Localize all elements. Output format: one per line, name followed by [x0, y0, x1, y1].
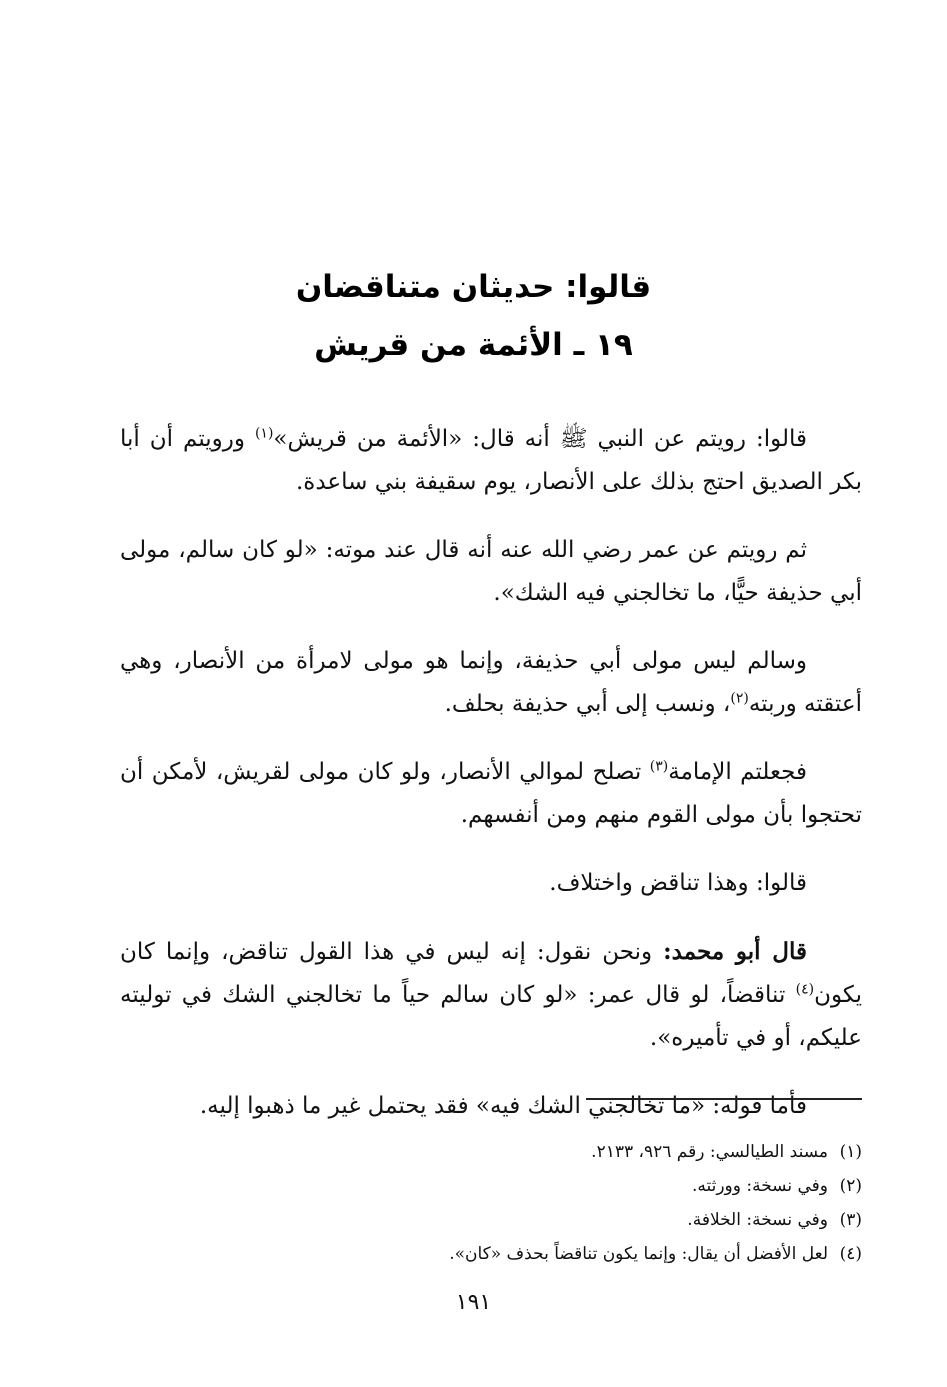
- footnote-1: [120, 1135, 862, 1169]
- footnote-text: وفي نسخة: وورثته.: [691, 1176, 828, 1196]
- footnote-ref-2: (٢): [730, 690, 749, 707]
- footnote-ref-4: (٤): [795, 981, 815, 998]
- footnote-text: لعل الأفضل أن يقال: وإنما يكون تناقضاً بحذف «كان».: [449, 1244, 828, 1264]
- footnote-ref-1: (١): [254, 425, 274, 442]
- footnote-ref-3: (٣): [649, 758, 669, 775]
- paragraph-1-part-b: ورويتم أن أبا بكر الصديق احتج بذلك على الأنصار، يوم سقيفة بني ساعدة.: [120, 426, 862, 495]
- paragraph-3-part-a: وسالم ليس مولى أبي حذيفة، وإنما هو مولى لامرأة من الأنصار، وهي أعتقته وربته: [120, 648, 862, 717]
- paragraph-2: ثم رويتم عن عمر رضي الله عنه أنه قال عند موته: «لو كان سالم، مولى أبي حذيفة حيًّا، ما تخالجني فيه الشك».: [120, 537, 862, 606]
- footnote-divider: [586, 1098, 862, 1100]
- paragraph-4-part-b: تصلح لموالي الأنصار، ولو كان مولى لقريش، لأمكن أن تحتجوا بأن مولى القوم منهم ومن أنفسهم.: [120, 759, 862, 828]
- footnote-4: [120, 1237, 862, 1271]
- section-title: ١٩ ـ الأئمة من قريش: [314, 327, 633, 363]
- chapter-title: قالوا: حديثان متناقضان: [295, 269, 652, 305]
- footnote-2: [120, 1169, 862, 1203]
- footnotes: [120, 1135, 862, 1271]
- footnote-text: وفي نسخة: الخلافة.: [687, 1210, 828, 1230]
- paragraph-4: [120, 751, 862, 837]
- body-text: [120, 418, 862, 1153]
- speaker-lead: قال أبو محمد:: [663, 938, 807, 965]
- paragraph-1-part-a: قالوا: رويتم عن النبي ﷺ أنه قال: «الأئمة من قريش»: [273, 426, 807, 452]
- paragraph-6-part-a: ونحن نقول: إنه ليس في هذا القول تناقض، وإنما كان يكون: [120, 939, 862, 1008]
- paragraph-1: [120, 418, 862, 504]
- paragraph-6-part-b: تناقضاً، لو قال عمر: «لو كان سالم حياً ما تخالجني الشك في توليته عليكم، أو في تأميره».: [120, 982, 862, 1051]
- footnote-number: (١): [839, 1142, 862, 1162]
- paragraph-6: [120, 930, 862, 1060]
- footnote-text: مسند الطيالسي: رقم ٩٢٦، ٢١٣٣.: [591, 1142, 828, 1162]
- footnote-number: (٣): [839, 1210, 862, 1230]
- footnote-3: [120, 1203, 862, 1237]
- footnote-number: (٤): [839, 1244, 862, 1264]
- footnote-number: (٢): [839, 1176, 862, 1196]
- paragraph-4-part-a: فجعلتم الإمامة: [668, 759, 807, 785]
- paragraph-7: فأما قوله: «ما تخالجني الشك فيه» فقد يحتمل غير ما ذهبوا إليه.: [199, 1093, 807, 1119]
- paragraph-5: قالوا: وهذا تناقض واختلاف.: [549, 870, 807, 896]
- paragraph-3: [120, 640, 862, 726]
- page-number: ١٩١: [455, 1290, 492, 1315]
- paragraph-3-part-b: ، ونسب إلى أبي حذيفة بحلف.: [444, 691, 731, 717]
- chapter-headings: [0, 258, 947, 374]
